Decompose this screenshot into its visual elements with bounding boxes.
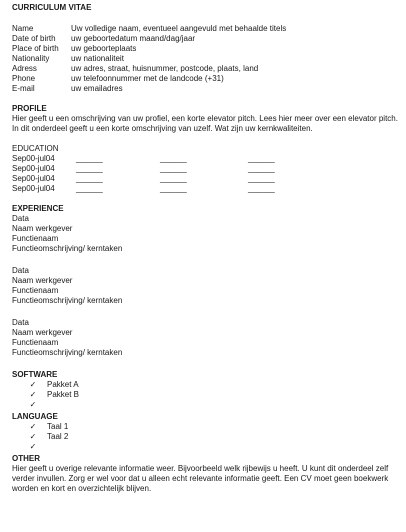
software-item-label: Pakket A <box>47 380 79 389</box>
education-blank: ______ <box>76 184 103 193</box>
experience-date: Data <box>12 318 29 327</box>
personal-label: Place of birth <box>12 44 59 53</box>
other-text: Hier geeft u overige relevante informatie weer. Bijvoorbeeld welk rijbewijs u heeft. U kunt dit onderdeel zelf verder invullen. Zorg er wel voor dat u alleen echt relevante informatie geeft. Een CV moet geen boekwerk worden en kort en overzichtelijk blijven. <box>12 464 389 493</box>
language-list <box>12 422 398 452</box>
personal-label: Name <box>12 24 34 33</box>
language-heading: LANGUAGE <box>12 412 58 421</box>
check-icon: ✓ <box>29 380 37 389</box>
check-icon: ✓ <box>29 432 37 441</box>
education-blank: ______ <box>248 184 275 193</box>
education-blank: ______ <box>76 154 103 163</box>
education-date: Sep00-jul04 <box>12 174 55 183</box>
experience-employer: Naam werkgever <box>12 276 73 285</box>
experience-date: Data <box>12 266 29 275</box>
personal-row-nationality <box>12 54 398 64</box>
experience-employer: Naam werkgever <box>12 224 73 233</box>
experience-function: Functienaam <box>12 234 59 243</box>
software-item <box>12 400 398 410</box>
software-item <box>12 380 398 390</box>
personal-row-phone <box>12 74 398 84</box>
personal-row-pob <box>12 44 398 54</box>
language-item-label: Taal 1 <box>47 422 69 431</box>
personal-value: uw geboortedatum maand/dag/jaar <box>71 34 196 43</box>
personal-value: uw emailadres <box>71 84 123 93</box>
personal-row-dob <box>12 34 398 44</box>
software-list <box>12 380 398 410</box>
education-blank: ______ <box>160 154 187 163</box>
education-blank: ______ <box>248 174 275 183</box>
profile-heading: PROFILE <box>12 104 47 113</box>
experience-entry <box>12 318 398 358</box>
language-item <box>12 442 398 452</box>
experience-entry <box>12 214 398 254</box>
personal-label: Phone <box>12 74 36 83</box>
software-heading: SOFTWARE <box>12 370 58 379</box>
personal-value: uw nationaliteit <box>71 54 124 63</box>
education-blank: ______ <box>160 164 187 173</box>
personal-label: E-mail <box>12 84 35 93</box>
personal-value: uw adres, straat, huisnummer, postcode, plaats, land <box>71 64 259 73</box>
education-blank: ______ <box>248 164 275 173</box>
education-row <box>12 184 398 194</box>
education-blank: ______ <box>160 184 187 193</box>
doc-title: CURRICULUM VITAE <box>12 3 92 12</box>
education-date: Sep00-jul04 <box>12 184 55 193</box>
education-heading: EDUCATION <box>12 144 59 153</box>
check-icon: ✓ <box>29 442 37 451</box>
experience-entry <box>12 266 398 306</box>
education-blank: ______ <box>76 174 103 183</box>
personal-row-address <box>12 64 398 74</box>
experience-function: Functienaam <box>12 286 59 295</box>
education-row <box>12 164 398 174</box>
education-list <box>12 154 398 194</box>
personal-label: Nationality <box>12 54 50 63</box>
education-blank: ______ <box>248 154 275 163</box>
language-item <box>12 432 398 442</box>
check-icon: ✓ <box>29 390 37 399</box>
education-row <box>12 174 398 184</box>
education-blank: ______ <box>76 164 103 173</box>
language-item-label: Taal 2 <box>47 432 69 441</box>
personal-value: uw telefoonnummer met de landcode (+31) <box>71 74 224 83</box>
personal-details <box>12 24 398 94</box>
experience-employer: Naam werkgever <box>12 328 73 337</box>
experience-tasks: Functieomschrijving/ kerntaken <box>12 296 123 305</box>
education-blank: ______ <box>160 174 187 183</box>
experience-date: Data <box>12 214 29 223</box>
experience-function: Functienaam <box>12 338 59 347</box>
check-icon: ✓ <box>29 400 37 409</box>
language-item <box>12 422 398 432</box>
experience-tasks: Functieomschrijving/ kerntaken <box>12 244 123 253</box>
software-item-label: Pakket B <box>47 390 80 399</box>
personal-row-name <box>12 24 398 34</box>
cv-page <box>12 3 398 494</box>
education-row <box>12 154 398 164</box>
education-date: Sep00-jul04 <box>12 154 55 163</box>
personal-value: Uw volledige naam, eventueel aangevuld met behaalde titels <box>71 24 287 33</box>
personal-label: Date of birth <box>12 34 56 43</box>
personal-label: Adress <box>12 64 37 73</box>
experience-heading: EXPERIENCE <box>12 204 64 213</box>
personal-value: uw geboorteplaats <box>71 44 137 53</box>
personal-row-email <box>12 84 398 94</box>
profile-text: Hier geeft u een omschrijving van uw profiel, een korte elevator pitch. Lees hier meer over een elevator pitch. In dit onderdeel geeft u een korte omschrijving van uzelf. Wat zijn uw kernkwaliteiten. <box>12 114 398 133</box>
other-heading: OTHER <box>12 454 40 463</box>
education-date: Sep00-jul04 <box>12 164 55 173</box>
software-item <box>12 390 398 400</box>
experience-tasks: Functieomschrijving/ kerntaken <box>12 348 123 357</box>
check-icon: ✓ <box>29 422 37 431</box>
